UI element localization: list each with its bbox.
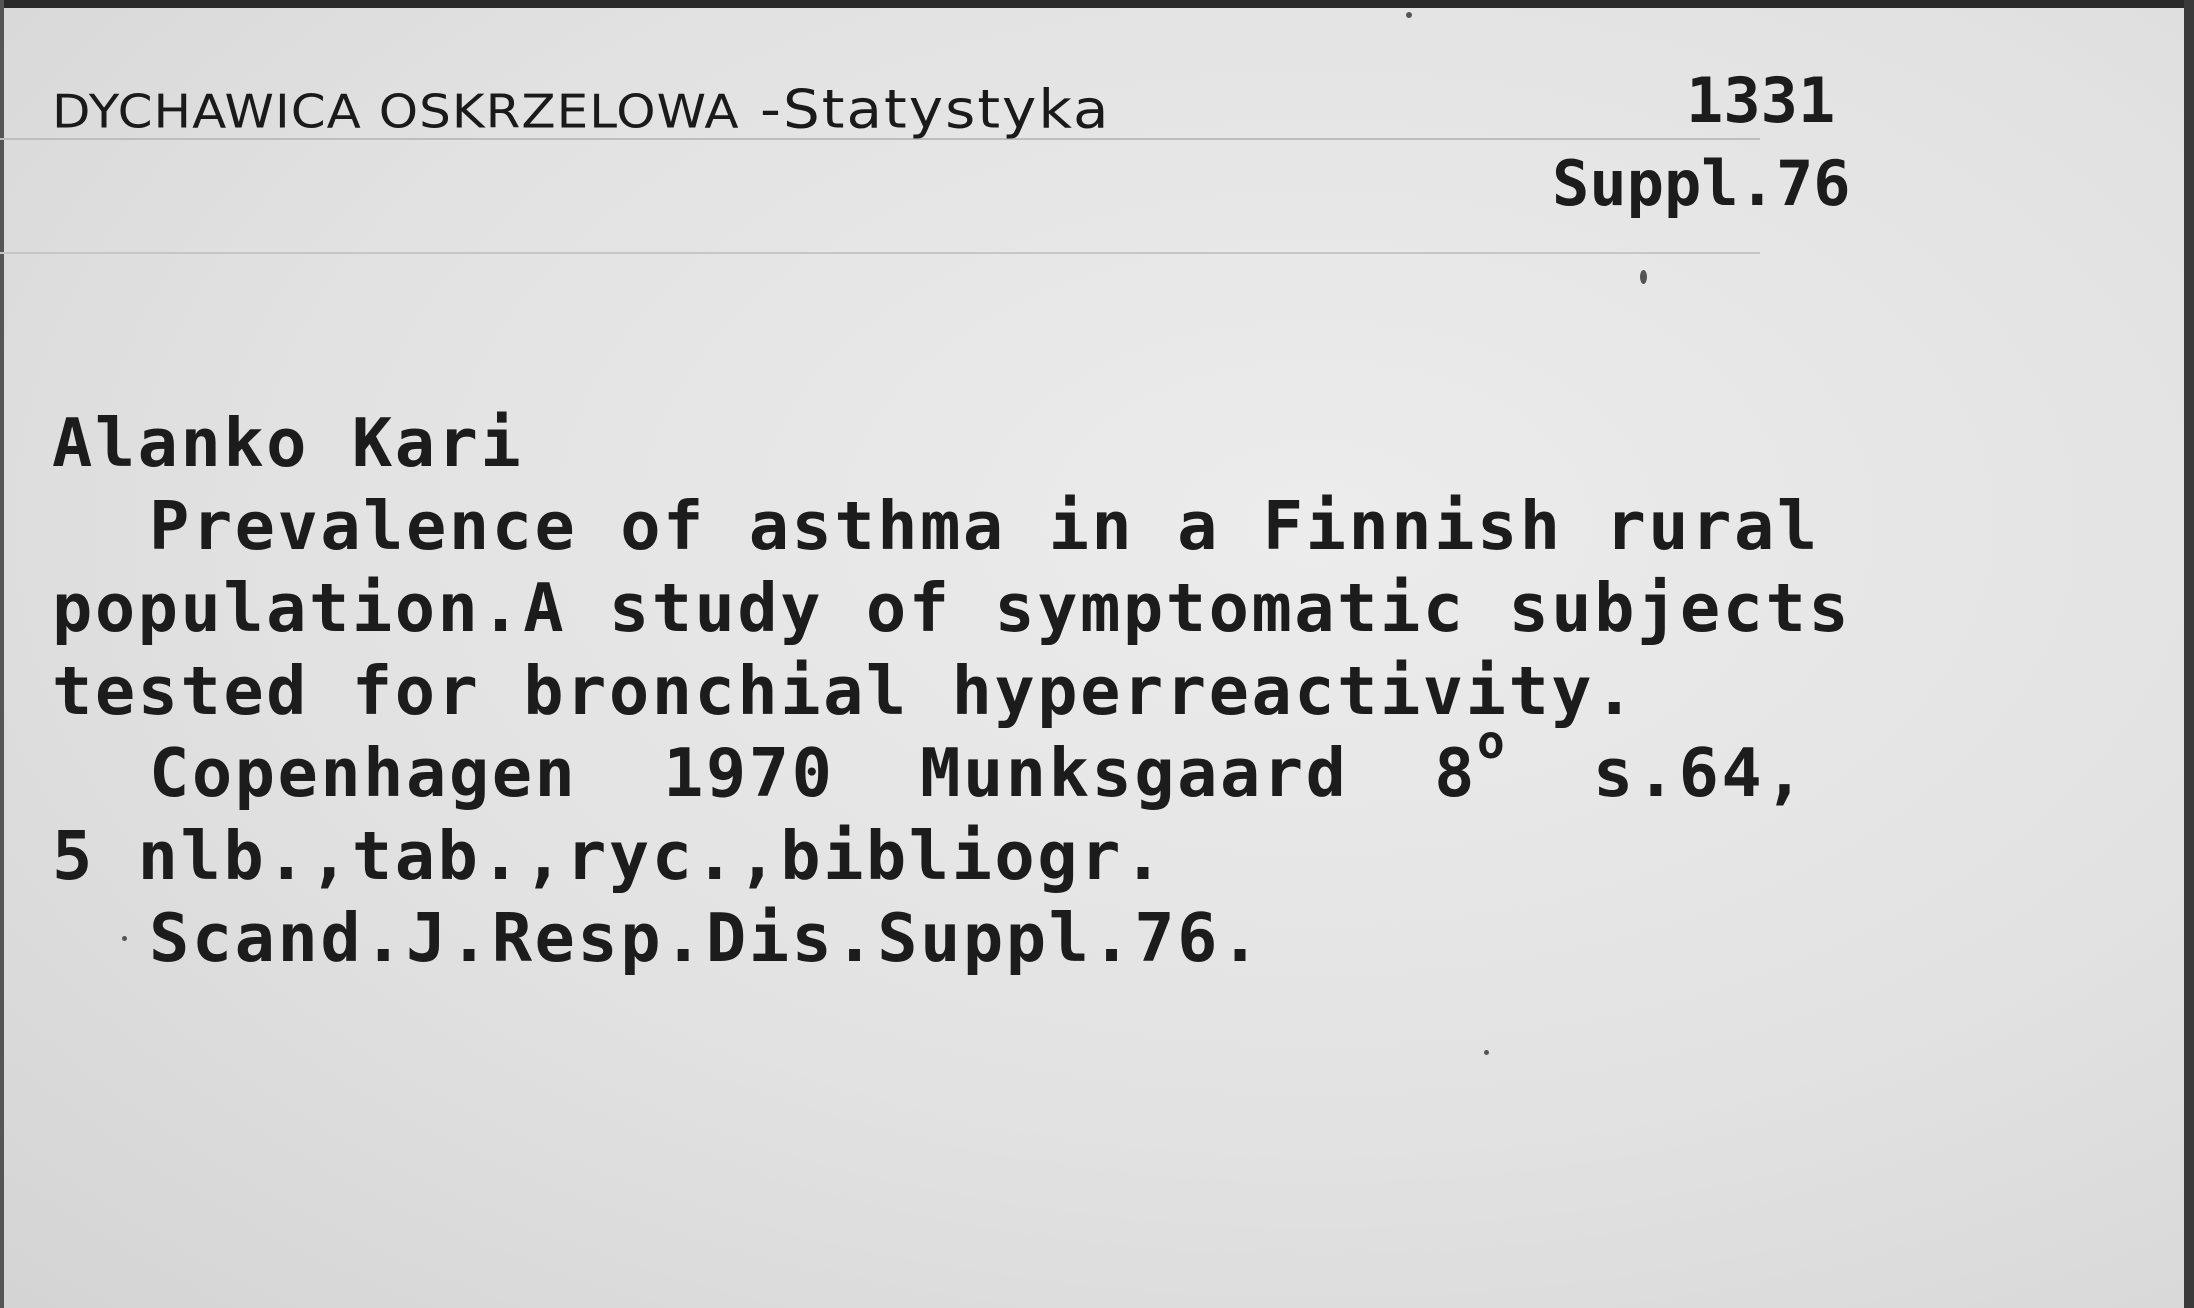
imprint-place: Copenhagen [149,734,578,812]
ink-speck [122,936,127,941]
entry-body [52,402,1851,980]
subject-heading-dash: - [739,78,783,141]
ink-speck [1484,1050,1489,1055]
imprint-year: 1970 [663,734,835,812]
call-number [1552,60,1851,225]
ink-speck [1640,270,1647,284]
title-line-2: population.A study of symptomatic subjects [52,569,1852,647]
collation-line: 5 nlb.,tab.,ryc.,bibliogr. [52,816,1166,895]
card-top-edge [0,0,2194,8]
call-number-suppl: Suppl.76 [1552,146,1851,220]
call-number-main: 1331 [1686,64,1836,137]
ruled-line-bottom [0,252,1760,254]
imprint-format: 8 [1434,734,1478,812]
card-left-edge [0,0,4,1308]
title-line-1: Prevalence of asthma in a Finnish rural [149,486,1820,565]
imprint-pages: s.64, [1592,734,1808,812]
imprint-format-superscript: o [1477,715,1508,769]
author: Alanko Kari [52,404,524,482]
imprint-publisher: Munksgaard [920,734,1349,812]
imprint-line [52,715,1851,815]
subject-heading-caps: DYCHAWICA OSKRZELOWA [52,85,740,139]
title-line-3: tested for bronchial hyperreactivity. [52,651,1637,730]
ink-speck [1406,12,1412,18]
subject-heading-subdivision: Statystyka [782,78,1111,141]
subject-heading [52,78,1111,141]
card-right-edge [2184,0,2194,1308]
series-line: Scand.J.Resp.Dis.Suppl.76. [149,899,1263,977]
